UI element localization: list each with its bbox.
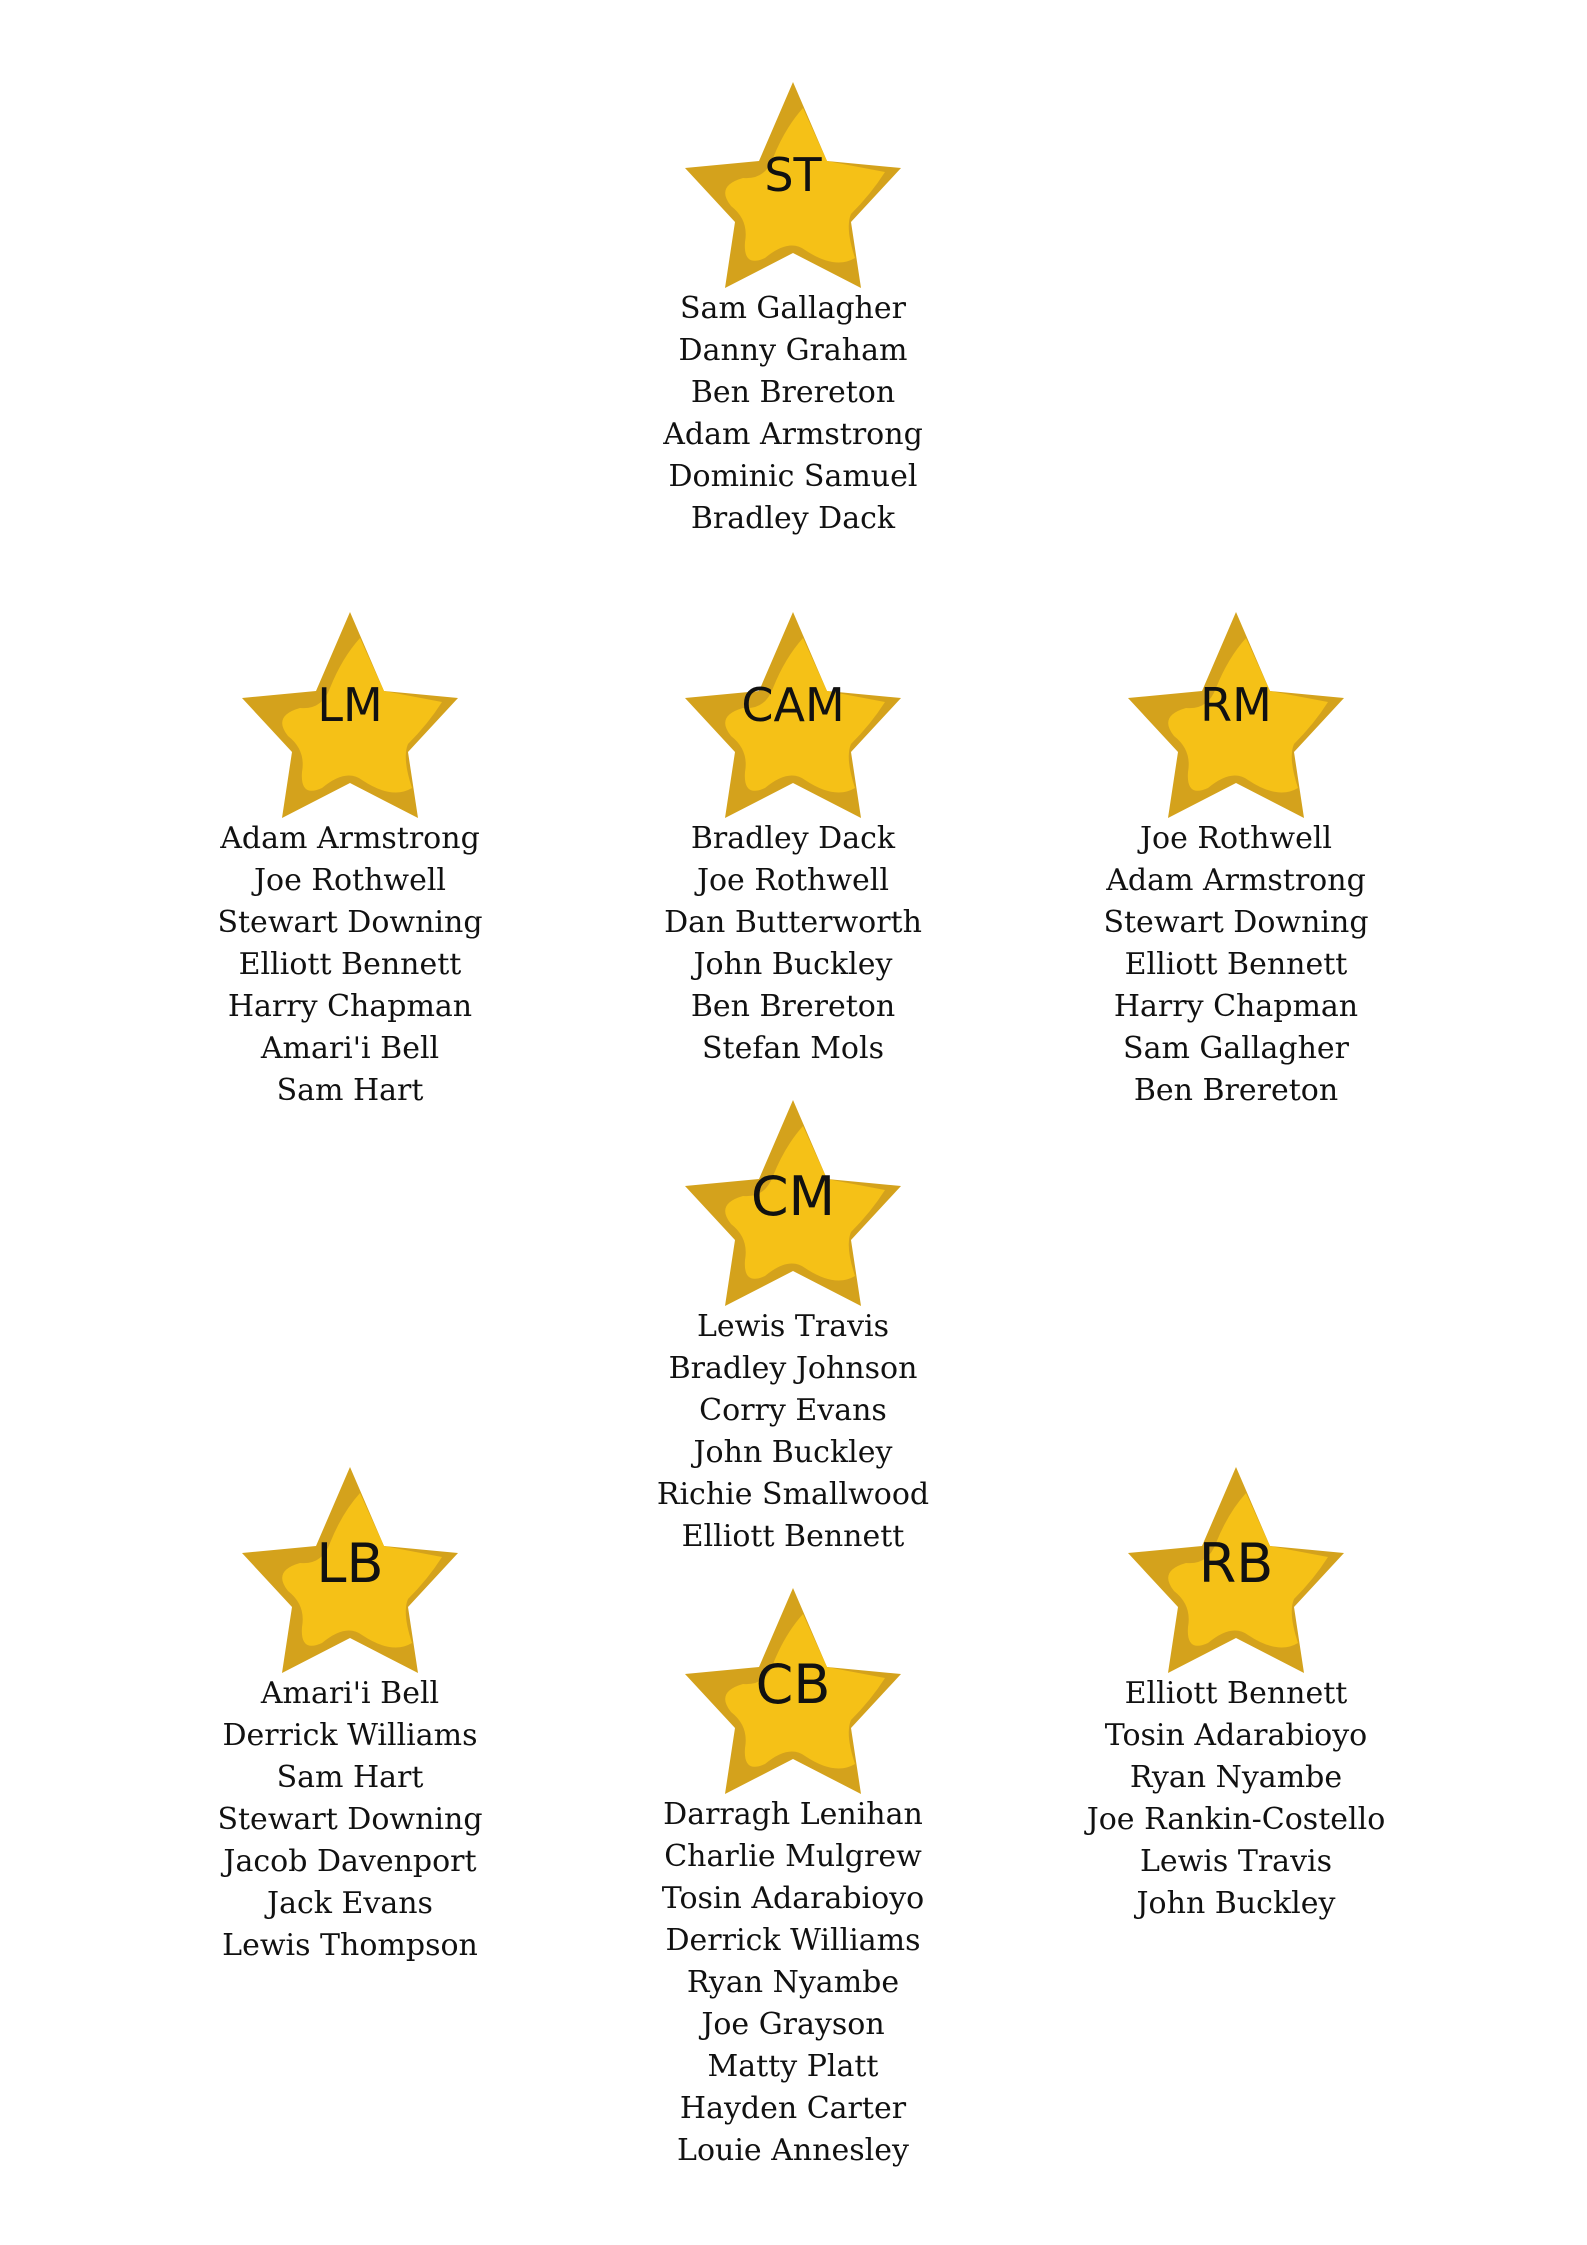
player-name: Joe Grayson: [701, 2007, 885, 2042]
player-name: Elliott Bennett: [681, 1519, 905, 1554]
player-name: Dominic Samuel: [668, 459, 918, 494]
player-name: Stewart Downing: [217, 905, 483, 940]
player-name: Harry Chapman: [227, 989, 473, 1024]
player-list: [657, 1306, 929, 1558]
player-name: Ryan Nyambe: [1129, 1760, 1343, 1795]
player-name: Corry Evans: [699, 1393, 887, 1428]
star-icon: [242, 612, 458, 818]
player-name: Matty Platt: [707, 2049, 879, 2084]
player-name: Stefan Mols: [702, 1031, 884, 1066]
star-icon: [685, 612, 901, 818]
player-name: Sam Hart: [276, 1760, 424, 1795]
player-list: [217, 818, 482, 1112]
player-name: Danny Graham: [678, 333, 908, 368]
player-name: Amari'i Bell: [260, 1031, 440, 1066]
position-st: [573, 82, 1013, 540]
player-list: [663, 288, 923, 540]
position-rb: [1016, 1467, 1456, 1925]
position-rm: [1016, 612, 1456, 1112]
player-list: [662, 1794, 924, 2172]
player-name: Tosin Adarabioyo: [1104, 1718, 1368, 1753]
position-lm: [130, 612, 570, 1112]
position-cm: [573, 1100, 1013, 1558]
player-name: John Buckley: [693, 947, 893, 982]
player-name: Dan Butterworth: [664, 905, 922, 940]
player-name: Louie Annesley: [677, 2133, 909, 2168]
player-name: Stewart Downing: [217, 1802, 483, 1837]
player-name: Harry Chapman: [1113, 989, 1359, 1024]
player-name: Sam Hart: [276, 1073, 424, 1108]
player-name: Elliott Bennett: [1124, 947, 1348, 982]
player-name: Derrick Williams: [665, 1923, 921, 1958]
position-label: CB: [755, 1653, 831, 1716]
player-name: Bradley Dack: [690, 821, 896, 856]
player-name: Lewis Thompson: [222, 1928, 478, 1963]
player-name: Joe Rothwell: [1139, 821, 1333, 856]
player-name: John Buckley: [693, 1435, 893, 1470]
player-name: Joe Rothwell: [696, 863, 889, 898]
position-cb: [573, 1588, 1013, 2172]
player-name: Darragh Lenihan: [663, 1797, 923, 1832]
player-name: Sam Gallagher: [680, 291, 906, 326]
player-name: Jacob Davenport: [223, 1844, 477, 1879]
player-name: Lewis Travis: [696, 1309, 890, 1344]
player-name: Adam Armstrong: [1106, 863, 1366, 898]
player-name: Bradley Johnson: [668, 1351, 918, 1386]
position-cam: [573, 612, 1013, 1070]
position-label: CM: [750, 1165, 836, 1228]
player-name: Elliott Bennett: [1124, 1676, 1348, 1711]
player-name: Bradley Dack: [690, 501, 896, 536]
position-label: LM: [317, 678, 383, 732]
player-name: Elliott Bennett: [238, 947, 462, 982]
player-name: Joe Rothwell: [253, 863, 447, 898]
player-name: Derrick Williams: [222, 1718, 478, 1753]
player-name: Richie Smallwood: [656, 1477, 930, 1512]
player-name: Lewis Travis: [1139, 1844, 1333, 1879]
player-name: Ben Brereton: [690, 375, 896, 410]
player-list: [217, 1673, 482, 1967]
star-icon: [685, 1588, 901, 1794]
player-name: John Buckley: [1136, 1886, 1336, 1921]
player-name: Adam Armstrong: [663, 417, 923, 452]
star-icon: [685, 82, 901, 288]
position-label: LB: [316, 1532, 384, 1595]
player-name: Stewart Downing: [1103, 905, 1369, 940]
position-label: RM: [1200, 678, 1272, 732]
player-name: Jack Evans: [267, 1886, 433, 1921]
player-name: Joe Rankin-Costello: [1086, 1802, 1386, 1837]
position-lb: [130, 1467, 570, 1967]
position-label: CAM: [741, 678, 845, 732]
player-name: Amari'i Bell: [260, 1676, 440, 1711]
player-name: Hayden Carter: [679, 2091, 907, 2126]
player-list: [664, 818, 922, 1070]
player-name: Charlie Mulgrew: [664, 1839, 922, 1874]
star-icon: [685, 1100, 901, 1306]
position-label: RB: [1198, 1532, 1274, 1595]
player-list: [1087, 1673, 1386, 1925]
player-name: Adam Armstrong: [220, 821, 480, 856]
player-name: Ben Brereton: [1133, 1073, 1339, 1108]
star-icon: [1128, 612, 1344, 818]
position-label: ST: [764, 148, 822, 202]
player-name: Sam Gallagher: [1123, 1031, 1349, 1066]
player-name: Ben Brereton: [690, 989, 896, 1024]
star-icon: [1128, 1467, 1344, 1673]
player-name: Ryan Nyambe: [686, 1965, 900, 2000]
star-icon: [242, 1467, 458, 1673]
player-list: [1103, 818, 1368, 1112]
player-name: Tosin Adarabioyo: [661, 1881, 925, 1916]
